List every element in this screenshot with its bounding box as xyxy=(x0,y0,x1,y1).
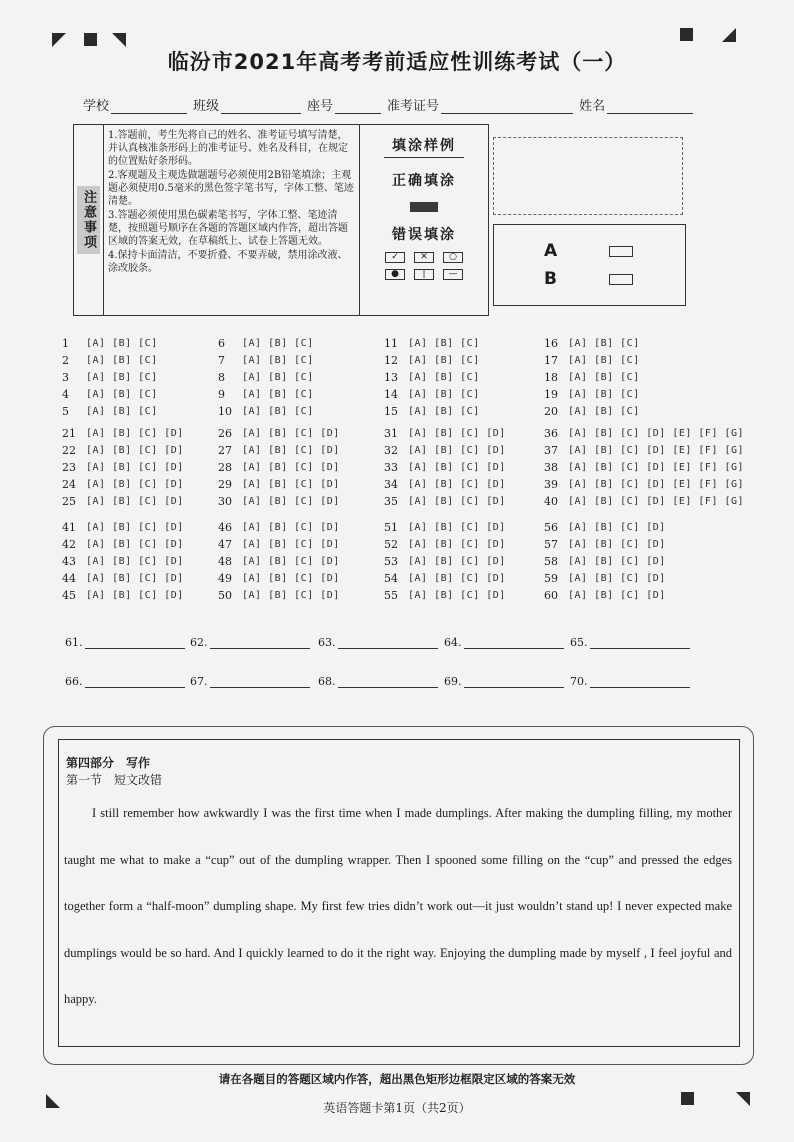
question-number: 40 xyxy=(544,495,558,508)
question-row[interactable] xyxy=(62,335,158,352)
notice-tag: 注意事项 xyxy=(77,186,100,254)
question-number: 41 xyxy=(62,521,76,534)
correct-fill-mark xyxy=(410,202,438,212)
wrong-fill-mark: ✕ xyxy=(414,252,434,263)
question-row[interactable] xyxy=(218,403,314,420)
blank-number: 61. xyxy=(65,636,83,649)
answer-bubbles[interactable]: [A] [B] [C] [D] xyxy=(408,428,506,439)
question-row[interactable] xyxy=(218,442,340,459)
question-number: 52 xyxy=(384,538,398,551)
question-number: 44 xyxy=(62,572,76,585)
answer-bubbles[interactable]: [A] [B] [C] [D] xyxy=(86,496,184,507)
question-number: 34 xyxy=(384,478,398,491)
answer-bubbles[interactable]: [A] [B] [C] [D] xyxy=(242,539,340,550)
question-number: 36 xyxy=(544,427,558,440)
answer-bubbles[interactable]: [A] [B] [C] [D] xyxy=(242,428,340,439)
question-row[interactable] xyxy=(62,459,184,476)
question-column xyxy=(544,425,744,510)
notice-item: 1.答题前，考生先将自己的姓名、准考证号填写清楚，并认真核准条形码上的准考证号、姓名及科目，在规定的位置贴好条形码。 xyxy=(108,130,348,167)
answer-bubbles[interactable]: [A] [B] [C] [D] xyxy=(242,573,340,584)
answer-bubbles[interactable]: [A] [B] [C] [D] xyxy=(568,590,666,601)
question-row[interactable] xyxy=(62,369,158,386)
question-column xyxy=(384,425,506,510)
answer-area-warning: 请在各题目的答题区域内作答，超出黑色矩形边框限定区域的答案无效 xyxy=(218,1072,576,1086)
question-number: 46 xyxy=(218,521,232,534)
question-number: 10 xyxy=(218,405,232,418)
question-row[interactable] xyxy=(384,442,506,459)
question-column xyxy=(62,519,184,604)
question-row[interactable] xyxy=(384,386,480,403)
question-number: 37 xyxy=(544,444,558,457)
question-row[interactable] xyxy=(384,493,506,510)
question-row[interactable] xyxy=(62,553,184,570)
question-row[interactable] xyxy=(544,369,640,386)
question-number: 24 xyxy=(62,478,76,491)
question-number: 45 xyxy=(62,589,76,602)
answer-bubbles[interactable]: [A] [B] [C] xyxy=(568,338,640,349)
wrong-fill-mark: ✓ xyxy=(385,252,405,263)
question-number: 50 xyxy=(218,589,232,602)
answer-bubbles[interactable]: [A] [B] [C] xyxy=(568,372,640,383)
question-row[interactable] xyxy=(62,425,184,442)
question-row[interactable] xyxy=(544,425,744,442)
info-input-line[interactable] xyxy=(607,100,693,114)
question-column xyxy=(62,335,158,420)
blank-item xyxy=(444,636,564,649)
answer-bubbles[interactable]: [A] [B] [C] [D] xyxy=(408,556,506,567)
question-row[interactable] xyxy=(218,570,340,587)
question-number: 13 xyxy=(384,371,398,384)
question-row[interactable] xyxy=(384,459,506,476)
answer-bubbles[interactable]: [A] [B] [C] [D] [E] [F] [G] xyxy=(568,496,745,507)
page-footer: 英语答题卡第1页（共2页） xyxy=(323,1101,471,1115)
info-label: 姓名 xyxy=(579,99,606,114)
question-row[interactable] xyxy=(62,352,158,369)
question-number: 30 xyxy=(218,495,232,508)
blank-item xyxy=(65,636,185,649)
question-row[interactable] xyxy=(384,536,506,553)
question-row[interactable] xyxy=(384,587,506,604)
version-a-label: A xyxy=(544,241,558,261)
question-number: 23 xyxy=(62,461,76,474)
blank-item xyxy=(190,675,310,688)
question-row[interactable] xyxy=(544,553,666,570)
correct-fill-label: 正确填涂 xyxy=(392,173,456,189)
version-b-label: B xyxy=(544,269,557,289)
question-number: 25 xyxy=(62,495,76,508)
question-number: 43 xyxy=(62,555,76,568)
question-row[interactable] xyxy=(384,553,506,570)
version-b-bubble[interactable] xyxy=(609,274,633,285)
answer-bubbles[interactable]: [A] [B] [C] xyxy=(568,389,640,400)
answer-bubbles[interactable]: [A] [B] [C] xyxy=(242,389,314,400)
question-row[interactable] xyxy=(218,519,340,536)
answer-bubbles[interactable]: [A] [B] [C] [D] xyxy=(86,428,184,439)
student-info-row xyxy=(83,95,733,114)
question-row[interactable] xyxy=(544,442,744,459)
question-row[interactable] xyxy=(384,519,506,536)
answer-bubbles[interactable]: [A] [B] [C] xyxy=(86,372,158,383)
question-row[interactable] xyxy=(62,519,184,536)
answer-bubbles[interactable]: [A] [B] [C] xyxy=(242,372,314,383)
question-number: 42 xyxy=(62,538,76,551)
blank-answer-line[interactable] xyxy=(590,676,690,688)
question-row[interactable] xyxy=(384,476,506,493)
answer-bubbles[interactable]: [A] [B] [C] [D] [E] [F] [G] xyxy=(568,462,745,473)
question-number: 39 xyxy=(544,478,558,491)
answer-bubbles[interactable]: [A] [B] [C] [D] xyxy=(408,590,506,601)
question-number: 4 xyxy=(62,388,69,401)
question-number: 21 xyxy=(62,427,76,440)
question-row[interactable] xyxy=(218,553,340,570)
answer-bubbles[interactable]: [A] [B] [C] xyxy=(408,372,480,383)
answer-bubbles[interactable]: [A] [B] [C] xyxy=(86,406,158,417)
question-number: 55 xyxy=(384,589,398,602)
info-label: 座号 xyxy=(307,99,334,114)
question-number: 53 xyxy=(384,555,398,568)
question-row[interactable] xyxy=(218,459,340,476)
blank-answer-line[interactable] xyxy=(85,637,185,649)
blank-answer-line[interactable] xyxy=(590,637,690,649)
question-number: 48 xyxy=(218,555,232,568)
answer-bubbles[interactable]: [A] [B] [C] [D] xyxy=(568,522,666,533)
question-row[interactable] xyxy=(384,369,480,386)
question-number: 58 xyxy=(544,555,558,568)
question-column xyxy=(218,335,314,420)
question-row[interactable] xyxy=(62,386,158,403)
question-row[interactable] xyxy=(544,386,640,403)
answer-bubbles[interactable]: [A] [B] [C] xyxy=(242,355,314,366)
question-number: 51 xyxy=(384,521,398,534)
question-column xyxy=(544,519,666,604)
answer-bubbles[interactable]: [A] [B] [C] [D] xyxy=(242,445,340,456)
page-title: 临汾市2021年高考考前适应性训练考试（一） xyxy=(167,50,627,74)
question-number: 31 xyxy=(384,427,398,440)
question-number: 2 xyxy=(62,354,69,367)
info-input-line[interactable] xyxy=(221,100,301,114)
answer-bubbles[interactable]: [A] [B] [C] [D] xyxy=(242,496,340,507)
info-input-line[interactable] xyxy=(111,100,187,114)
blank-number: 63. xyxy=(318,636,336,649)
blank-item xyxy=(444,675,564,688)
question-column xyxy=(384,519,506,604)
answer-bubbles[interactable]: [A] [B] [C] xyxy=(86,338,158,349)
question-number: 9 xyxy=(218,388,225,401)
question-row[interactable] xyxy=(218,587,340,604)
error-correction-passage: I still remember how awkwardly I was the first time when I made dumplings. After making the dumpling filling, my mother taught me what to make a “cup” out of the dumpling wrapper. Then I spooned some filling on the “cup” and pressed the edges together form a “half-moon” dumpling shape. My first few tries didn’t work out—it just wouldn’t stand up! I never expected make dumplings would be so hard. And I quickly learned to do it the right way. Enjoying the dumpling made by myself , I feel joyful and happy. xyxy=(64,806,732,1006)
question-number: 3 xyxy=(62,371,69,384)
answer-bubbles[interactable]: [A] [B] [C] xyxy=(568,355,640,366)
info-label: 班级 xyxy=(193,99,220,114)
ab-version-box xyxy=(493,224,686,306)
answer-bubbles[interactable]: [A] [B] [C] [D] xyxy=(86,573,184,584)
answer-bubbles[interactable]: [A] [B] [C] xyxy=(408,389,480,400)
question-number: 17 xyxy=(544,354,558,367)
blank-item xyxy=(318,675,438,688)
question-row[interactable] xyxy=(62,570,184,587)
answer-bubbles[interactable]: [A] [B] [C] [D] xyxy=(408,539,506,550)
question-number: 35 xyxy=(384,495,398,508)
answer-bubbles[interactable]: [A] [B] [C] [D] xyxy=(408,462,506,473)
answer-bubbles[interactable]: [A] [B] [C] [D] xyxy=(86,522,184,533)
answer-bubbles[interactable]: [A] [B] [C] [D] xyxy=(242,522,340,533)
question-row[interactable] xyxy=(384,570,506,587)
answer-bubbles[interactable]: [A] [B] [C] [D] xyxy=(86,590,184,601)
answer-bubbles[interactable]: [A] [B] [C] [D] xyxy=(86,479,184,490)
question-number: 57 xyxy=(544,538,558,551)
question-number: 28 xyxy=(218,461,232,474)
question-row[interactable] xyxy=(62,476,184,493)
question-number: 38 xyxy=(544,461,558,474)
corner-marker-top-left-square xyxy=(84,33,97,46)
question-row[interactable] xyxy=(544,459,744,476)
answer-bubbles[interactable]: [A] [B] [C] xyxy=(86,389,158,400)
info-input-line[interactable] xyxy=(441,100,573,114)
answer-bubbles[interactable]: [A] [B] [C] [D] xyxy=(86,462,184,473)
question-column xyxy=(218,519,340,604)
question-row[interactable] xyxy=(62,442,184,459)
question-column xyxy=(384,335,480,420)
answer-bubbles[interactable]: [A] [B] [C] [D] [E] [F] [G] xyxy=(568,479,745,490)
blank-answer-line[interactable] xyxy=(85,676,185,688)
question-number: 20 xyxy=(544,405,558,418)
question-number: 11 xyxy=(384,337,398,350)
question-row[interactable] xyxy=(544,570,666,587)
blank-number: 70. xyxy=(570,675,588,688)
notice-item: 2.客观题及主观选做题题号必须使用2B铅笔填涂；主观题必须使用0.5毫米的黑色签字笔书写，字体工整、笔迹清楚。 xyxy=(108,170,354,207)
sample-title: 填涂样例 xyxy=(384,135,464,158)
wrong-fill-mark: — xyxy=(443,269,463,280)
question-row[interactable] xyxy=(62,587,184,604)
blank-answer-line[interactable] xyxy=(210,637,310,649)
info-label: 准考证号 xyxy=(387,99,440,114)
question-row[interactable] xyxy=(62,493,184,510)
question-number: 7 xyxy=(218,354,225,367)
answer-bubbles[interactable]: [A] [B] [C] [D] xyxy=(568,539,666,550)
question-row[interactable] xyxy=(218,386,314,403)
question-number: 1 xyxy=(62,337,69,350)
question-number: 5 xyxy=(62,405,69,418)
blank-number: 64. xyxy=(444,636,462,649)
question-number: 47 xyxy=(218,538,232,551)
blank-answer-line[interactable] xyxy=(338,637,438,649)
answer-bubbles[interactable]: [A] [B] [C] [D] xyxy=(408,496,506,507)
question-row[interactable] xyxy=(544,335,640,352)
question-row[interactable] xyxy=(544,519,666,536)
corner-marker-top-right xyxy=(722,28,736,42)
question-row[interactable] xyxy=(218,536,340,553)
corner-marker-top-mid xyxy=(112,33,126,47)
wrong-fill-mark: | xyxy=(414,269,434,280)
fill-sample xyxy=(360,125,488,315)
answer-bubbles[interactable]: [A] [B] [C] xyxy=(408,406,480,417)
question-number: 8 xyxy=(218,371,225,384)
answer-bubbles[interactable]: [A] [B] [C] [D] [E] [F] [G] xyxy=(568,445,745,456)
question-number: 60 xyxy=(544,589,558,602)
blank-item xyxy=(570,675,690,688)
question-number: 16 xyxy=(544,337,558,350)
wrong-fill-label: 错误填涂 xyxy=(392,227,456,243)
question-row[interactable] xyxy=(544,403,640,420)
question-number: 18 xyxy=(544,371,558,384)
blank-number: 68. xyxy=(318,675,336,688)
subsection-title: 第一节 短文改错 xyxy=(66,773,163,787)
question-row[interactable] xyxy=(544,352,640,369)
question-row[interactable] xyxy=(218,476,340,493)
question-row[interactable] xyxy=(384,403,480,420)
question-number: 27 xyxy=(218,444,232,457)
question-number: 14 xyxy=(384,388,398,401)
question-row[interactable] xyxy=(544,587,666,604)
question-row[interactable] xyxy=(218,425,340,442)
answer-bubbles[interactable]: [A] [B] [C] [D] xyxy=(242,479,340,490)
question-number: 49 xyxy=(218,572,232,585)
answer-bubbles[interactable]: [A] [B] [C] xyxy=(242,338,314,349)
question-row[interactable] xyxy=(62,403,158,420)
blank-number: 65. xyxy=(570,636,588,649)
question-number: 29 xyxy=(218,478,232,491)
answer-bubbles[interactable]: [A] [B] [C] xyxy=(86,355,158,366)
answer-bubbles[interactable]: [A] [B] [C] xyxy=(408,355,480,366)
wrong-fill-mark: ○ xyxy=(443,252,463,263)
blank-item xyxy=(570,636,690,649)
question-row[interactable] xyxy=(218,335,314,352)
question-column xyxy=(218,425,340,510)
blank-number: 69. xyxy=(444,675,462,688)
question-row[interactable] xyxy=(218,493,340,510)
question-column xyxy=(544,335,640,420)
info-input-line[interactable] xyxy=(335,100,381,114)
answer-bubbles[interactable]: [A] [B] [C] xyxy=(408,338,480,349)
question-number: 6 xyxy=(218,337,225,350)
blank-item xyxy=(190,636,310,649)
corner-marker-top-left xyxy=(52,33,66,47)
info-label: 学校 xyxy=(83,99,110,114)
answer-bubbles[interactable]: [A] [B] [C] [D] xyxy=(408,522,506,533)
notice-item: 3.答题必须使用黑色碳素笔书写，字体工整、笔迹清楚，按照题号顺序在各题的答题区域内作答，超出答题区域的答案无效，在草稿纸上、试卷上答题无效。 xyxy=(108,210,348,247)
question-number: 59 xyxy=(544,572,558,585)
question-number: 32 xyxy=(384,444,398,457)
answer-bubbles[interactable]: [A] [B] [C] xyxy=(568,406,640,417)
version-a-bubble[interactable] xyxy=(609,246,633,257)
question-number: 26 xyxy=(218,427,232,440)
question-row[interactable] xyxy=(544,536,666,553)
blank-answer-line[interactable] xyxy=(338,676,438,688)
question-number: 22 xyxy=(62,444,76,457)
question-number: 54 xyxy=(384,572,398,585)
answer-bubbles[interactable]: [A] [B] [C] [D] xyxy=(86,539,184,550)
question-row[interactable] xyxy=(218,352,314,369)
answer-bubbles[interactable]: [A] [B] [C] [D] xyxy=(408,573,506,584)
notice-list xyxy=(104,125,360,315)
answer-bubbles[interactable]: [A] [B] [C] [D] xyxy=(242,462,340,473)
answer-bubbles[interactable]: [A] [B] [C] [D] xyxy=(242,590,340,601)
question-row[interactable] xyxy=(384,335,480,352)
question-row[interactable] xyxy=(62,536,184,553)
answer-bubbles[interactable]: [A] [B] [C] [D] xyxy=(568,556,666,567)
blank-answer-line[interactable] xyxy=(464,637,564,649)
question-number: 19 xyxy=(544,388,558,401)
question-number: 56 xyxy=(544,521,558,534)
blank-answer-line[interactable] xyxy=(464,676,564,688)
blank-item xyxy=(65,675,185,688)
question-number: 33 xyxy=(384,461,398,474)
blank-number: 62. xyxy=(190,636,208,649)
notice-box xyxy=(73,124,489,316)
question-number: 12 xyxy=(384,354,398,367)
blank-number: 66. xyxy=(65,675,83,688)
notice-item: 4.保持卡面清洁，不要折叠、不要弄破，禁用涂改液、涂改胶条。 xyxy=(108,250,348,274)
question-row[interactable] xyxy=(544,476,744,493)
question-row[interactable] xyxy=(544,493,744,510)
question-row[interactable] xyxy=(384,425,506,442)
answer-bubbles[interactable]: [A] [B] [C] [D] xyxy=(408,445,506,456)
blank-number: 67. xyxy=(190,675,208,688)
question-number: 15 xyxy=(384,405,398,418)
blank-answer-line[interactable] xyxy=(210,676,310,688)
blank-item xyxy=(318,636,438,649)
question-row[interactable] xyxy=(384,352,480,369)
answer-bubbles[interactable]: [A] [B] [C] [D] xyxy=(408,479,506,490)
answer-bubbles[interactable]: [A] [B] [C] [D] [E] [F] [G] xyxy=(568,428,745,439)
question-column xyxy=(62,425,184,510)
answer-bubbles[interactable]: [A] [B] [C] [D] xyxy=(568,573,666,584)
answer-bubbles[interactable]: [A] [B] [C] [D] xyxy=(86,556,184,567)
barcode-area[interactable] xyxy=(493,137,683,215)
corner-marker-top-right-square xyxy=(680,28,693,41)
question-row[interactable] xyxy=(218,369,314,386)
answer-bubbles[interactable]: [A] [B] [C] xyxy=(242,406,314,417)
answer-bubbles[interactable]: [A] [B] [C] [D] xyxy=(86,445,184,456)
wrong-fill-mark: ● xyxy=(385,269,405,280)
answer-bubbles[interactable]: [A] [B] [C] [D] xyxy=(242,556,340,567)
section-title: 第四部分 写作 xyxy=(66,756,151,770)
